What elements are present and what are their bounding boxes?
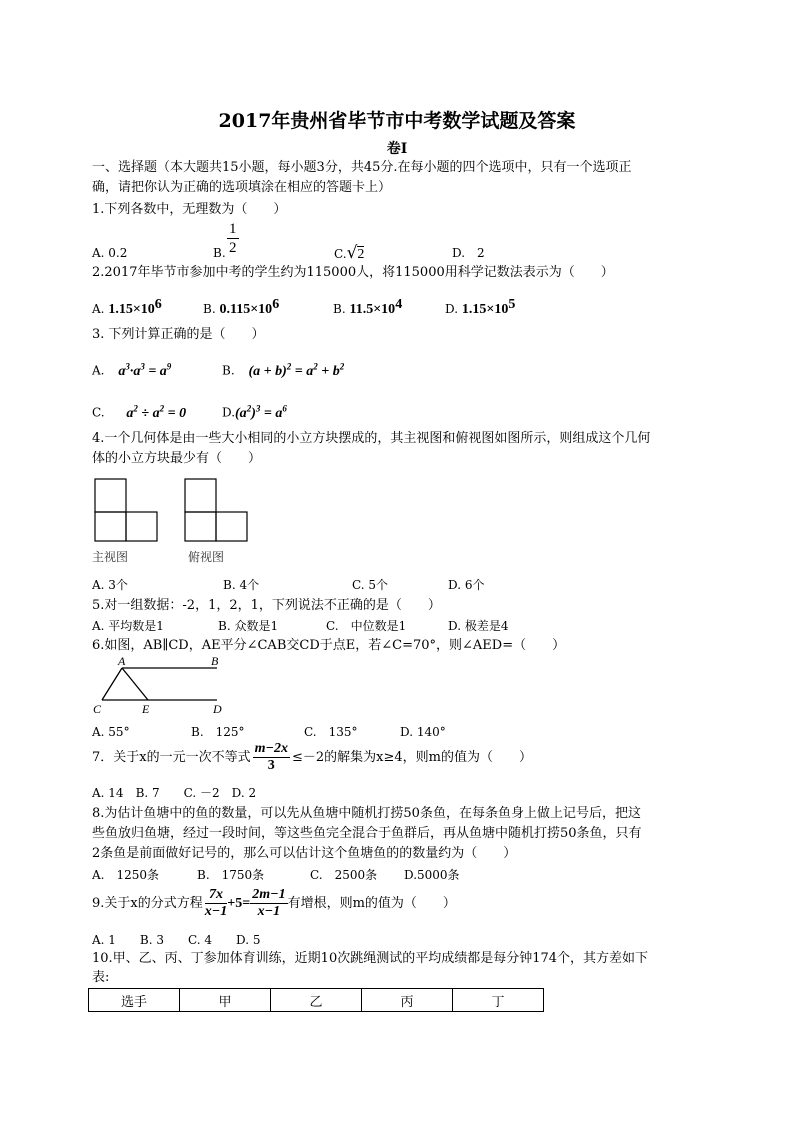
- q2-option-a-label: A.: [92, 302, 105, 316]
- q8-option-d: D.5000条: [404, 868, 460, 882]
- sqrt-symbol: √: [346, 243, 358, 263]
- segment-ae: [122, 668, 148, 700]
- q4-option-d: D. 6个: [448, 578, 485, 592]
- q3-option-a-formula: $a^3\cdot a^3 = a^9$: [118, 361, 172, 379]
- table-header-cell: 选手: [89, 989, 180, 1012]
- table-header-cell: 甲: [180, 989, 271, 1012]
- q3-stem: 3. 下列计算正确的是（ ）: [92, 327, 265, 342]
- q3-option-d-label: D.: [222, 405, 236, 420]
- q3-option-d-formula: $(a^2)^3 = a^6$: [235, 403, 287, 421]
- q8-option-b: B. 1750条: [197, 868, 265, 882]
- q2-option-a-exp: 6: [154, 297, 162, 312]
- q3-option-a: [92, 358, 171, 380]
- q1-option-b: [213, 245, 226, 261]
- q7-options: A. 14 B. 7 C. －2 D. 2: [92, 786, 257, 800]
- segment-ac: [102, 668, 122, 700]
- q6-option-d: D. 140°: [400, 725, 446, 739]
- q7-fraction-num: m−2x: [254, 741, 288, 756]
- q7-stem-pre: 7．关于x的一元一次不等式: [92, 749, 251, 765]
- q1-option-c-radicand: 2: [357, 247, 365, 262]
- q3-option-b-label: B.: [222, 363, 235, 378]
- front-view-bottom-left-cell: [95, 512, 126, 541]
- q9-fraction-left-den: x−1: [204, 904, 228, 919]
- q2-option-c-expr: 11.5×10: [349, 302, 396, 317]
- table-row: [89, 989, 544, 1012]
- q3-option-d: [222, 400, 287, 422]
- q3-option-c-formula: $a^2 \div a^2 = 0$: [126, 403, 187, 421]
- point-b-label: B: [211, 654, 219, 668]
- q4-option-c: C. 5个: [352, 578, 389, 592]
- q2-option-b-expr: 0.115×10: [219, 302, 273, 317]
- q10-line2: 表:: [92, 970, 110, 985]
- q4-option-a: A. 3个: [92, 578, 128, 592]
- q5-stem: 5.对一组数据：-2，1，2，1，下列说法不正确的是（ ）: [92, 598, 441, 613]
- q9-fraction-right-num: 2m−1: [252, 887, 286, 902]
- table-header-cell: 乙: [271, 989, 362, 1012]
- q1-fraction-num: 1: [229, 221, 237, 237]
- q3-option-c-label: C.: [92, 405, 105, 420]
- q7-fraction-den: 3: [267, 758, 275, 773]
- q4-line1: 4.一个几何体是由一些大小相同的小立方块摆成的，其主视图和俯视图如图所示，则组成这个几何: [92, 431, 651, 446]
- q9-fraction-right: [250, 887, 287, 920]
- q9-stem-pre: 9.关于x的分式方程: [92, 895, 203, 911]
- q2-option-b: [203, 297, 279, 318]
- q6-geometry-figure: [92, 654, 232, 716]
- q2-stem: 2.2017年毕节市参加中考的学生约为115000人，将115000用科学记数法表示为（ ）: [92, 265, 614, 280]
- top-view-label: 俯视图: [188, 550, 225, 564]
- point-d-label: D: [213, 702, 222, 716]
- q5-option-d: D. 极差是4: [448, 619, 509, 633]
- point-c-label: C: [93, 702, 102, 716]
- q4-line2: 体的小立方块最少有（ ）: [92, 451, 262, 466]
- q6-option-b: B. 125°: [191, 725, 245, 739]
- q1-stem: 1.下列各数中，无理数为（ ）: [92, 202, 287, 217]
- q1-option-b-label: B.: [213, 246, 226, 260]
- q3-option-c: [92, 400, 186, 422]
- q9-fraction-right-den: x−1: [257, 904, 281, 919]
- top-view-bottom-left-cell: [185, 512, 216, 541]
- q1-option-a: A. 0.2: [92, 246, 128, 260]
- q2-option-a-expr: 1.15×10: [108, 302, 155, 317]
- table-header-cell: 丁: [453, 989, 544, 1012]
- q8-line1: 8.为估计鱼塘中的鱼的数量，可以先从鱼塘中随机打捞50条鱼，在每条鱼身上做上记号后，把这: [92, 806, 641, 821]
- q1-option-c-label: C.: [334, 247, 347, 261]
- q6-stem: 6.如图，AB∥CD，AE平分∠CAB交CD于点E，若∠C=70°，则∠AED=（ ）: [92, 638, 566, 653]
- q9-stem: [92, 887, 456, 920]
- q6-option-c: C. 135°: [304, 725, 358, 739]
- q2-option-b-exp: 6: [272, 297, 280, 312]
- front-view-top-cell: [95, 479, 126, 512]
- q1-fraction-den: 2: [229, 240, 237, 256]
- q2-option-d-label: D.: [445, 302, 459, 316]
- q1-option-c: [334, 245, 364, 263]
- q9-options: A. 1 B. 3 C. 4 D. 5: [92, 933, 261, 947]
- q2-option-d-expr: 1.15×10: [461, 302, 509, 317]
- q1-option-d: D. 2: [452, 246, 485, 260]
- q5-option-a: A. 平均数是1: [92, 619, 164, 633]
- front-view-label: 主视图: [92, 550, 129, 564]
- q9-fraction-left: [205, 887, 227, 920]
- variance-table: [88, 988, 544, 1012]
- q4-option-b: B. 4个: [223, 578, 260, 592]
- q2-option-b-label: B.: [203, 302, 216, 316]
- q10-line1: 10.甲、乙、丙、丁参加体育训练，近期10次跳绳测试的平均成绩都是每分钟174个，其方差如下: [92, 951, 649, 966]
- q8-option-c: C. 2500条: [310, 868, 378, 882]
- q8-line3: 2条鱼是前面做好记号的，那么可以估计这个鱼塘鱼的的数量约为（ ）: [92, 846, 517, 861]
- q9-stem-mid: +5=: [227, 895, 251, 911]
- q3-option-a-label: A.: [92, 363, 105, 378]
- point-e-label: E: [142, 702, 150, 716]
- q5-option-c: C. 中位数是1: [326, 619, 407, 633]
- q7-stem: [92, 741, 532, 774]
- q3-option-b-formula: $(a + b)^2 = a^2 + b^2$: [248, 361, 345, 379]
- top-view-top-cell: [185, 479, 216, 512]
- q2-option-c-label: B.: [333, 302, 346, 316]
- point-a-label: A: [118, 654, 126, 668]
- top-view-bottom-right-cell: [216, 512, 247, 541]
- q8-line2: 些鱼放归鱼塘，经过一段时间，等这些鱼完全混合于鱼群后，再从鱼塘中随机打捞50条鱼，只有: [92, 826, 642, 841]
- front-view-bottom-right-cell: [126, 512, 157, 541]
- q9-stem-post: 有增根，则m的值为（ ）: [287, 895, 456, 911]
- front-view: [95, 479, 157, 541]
- q2-option-c: [333, 297, 402, 318]
- q9-fraction-left-num: 7x: [205, 887, 227, 904]
- section-heading-line2: 确，请把你认为正确的选项填涂在相应的答题卡上）: [92, 180, 392, 195]
- q7-stem-post: ≤－2的解集为x≥4，则m的值为（ ）: [291, 749, 532, 765]
- q2-option-d: [445, 297, 515, 318]
- q8-option-a: A. 1250条: [92, 868, 160, 882]
- q6-option-a: A. 55°: [92, 725, 130, 739]
- q2-option-d-exp: 5: [508, 297, 516, 312]
- q2-option-c-exp: 4: [395, 297, 403, 312]
- page-title: 2017年贵州省毕节市中考数学试题及答案: [218, 110, 576, 132]
- top-view: [185, 479, 247, 541]
- q1-fraction: [227, 220, 239, 257]
- q2-option-a: [92, 297, 162, 318]
- table-header-cell: 丙: [362, 989, 453, 1012]
- volume-label: 卷Ⅰ: [386, 141, 408, 157]
- q3-option-b: [222, 358, 344, 380]
- section-heading-line1: 一、选择题（本大题共15小题，每小题3分，共45分.在每小题的四个选项中，只有一个选项正: [92, 160, 632, 175]
- q7-fraction: [253, 741, 290, 774]
- q5-option-b: B. 众数是1: [218, 619, 279, 633]
